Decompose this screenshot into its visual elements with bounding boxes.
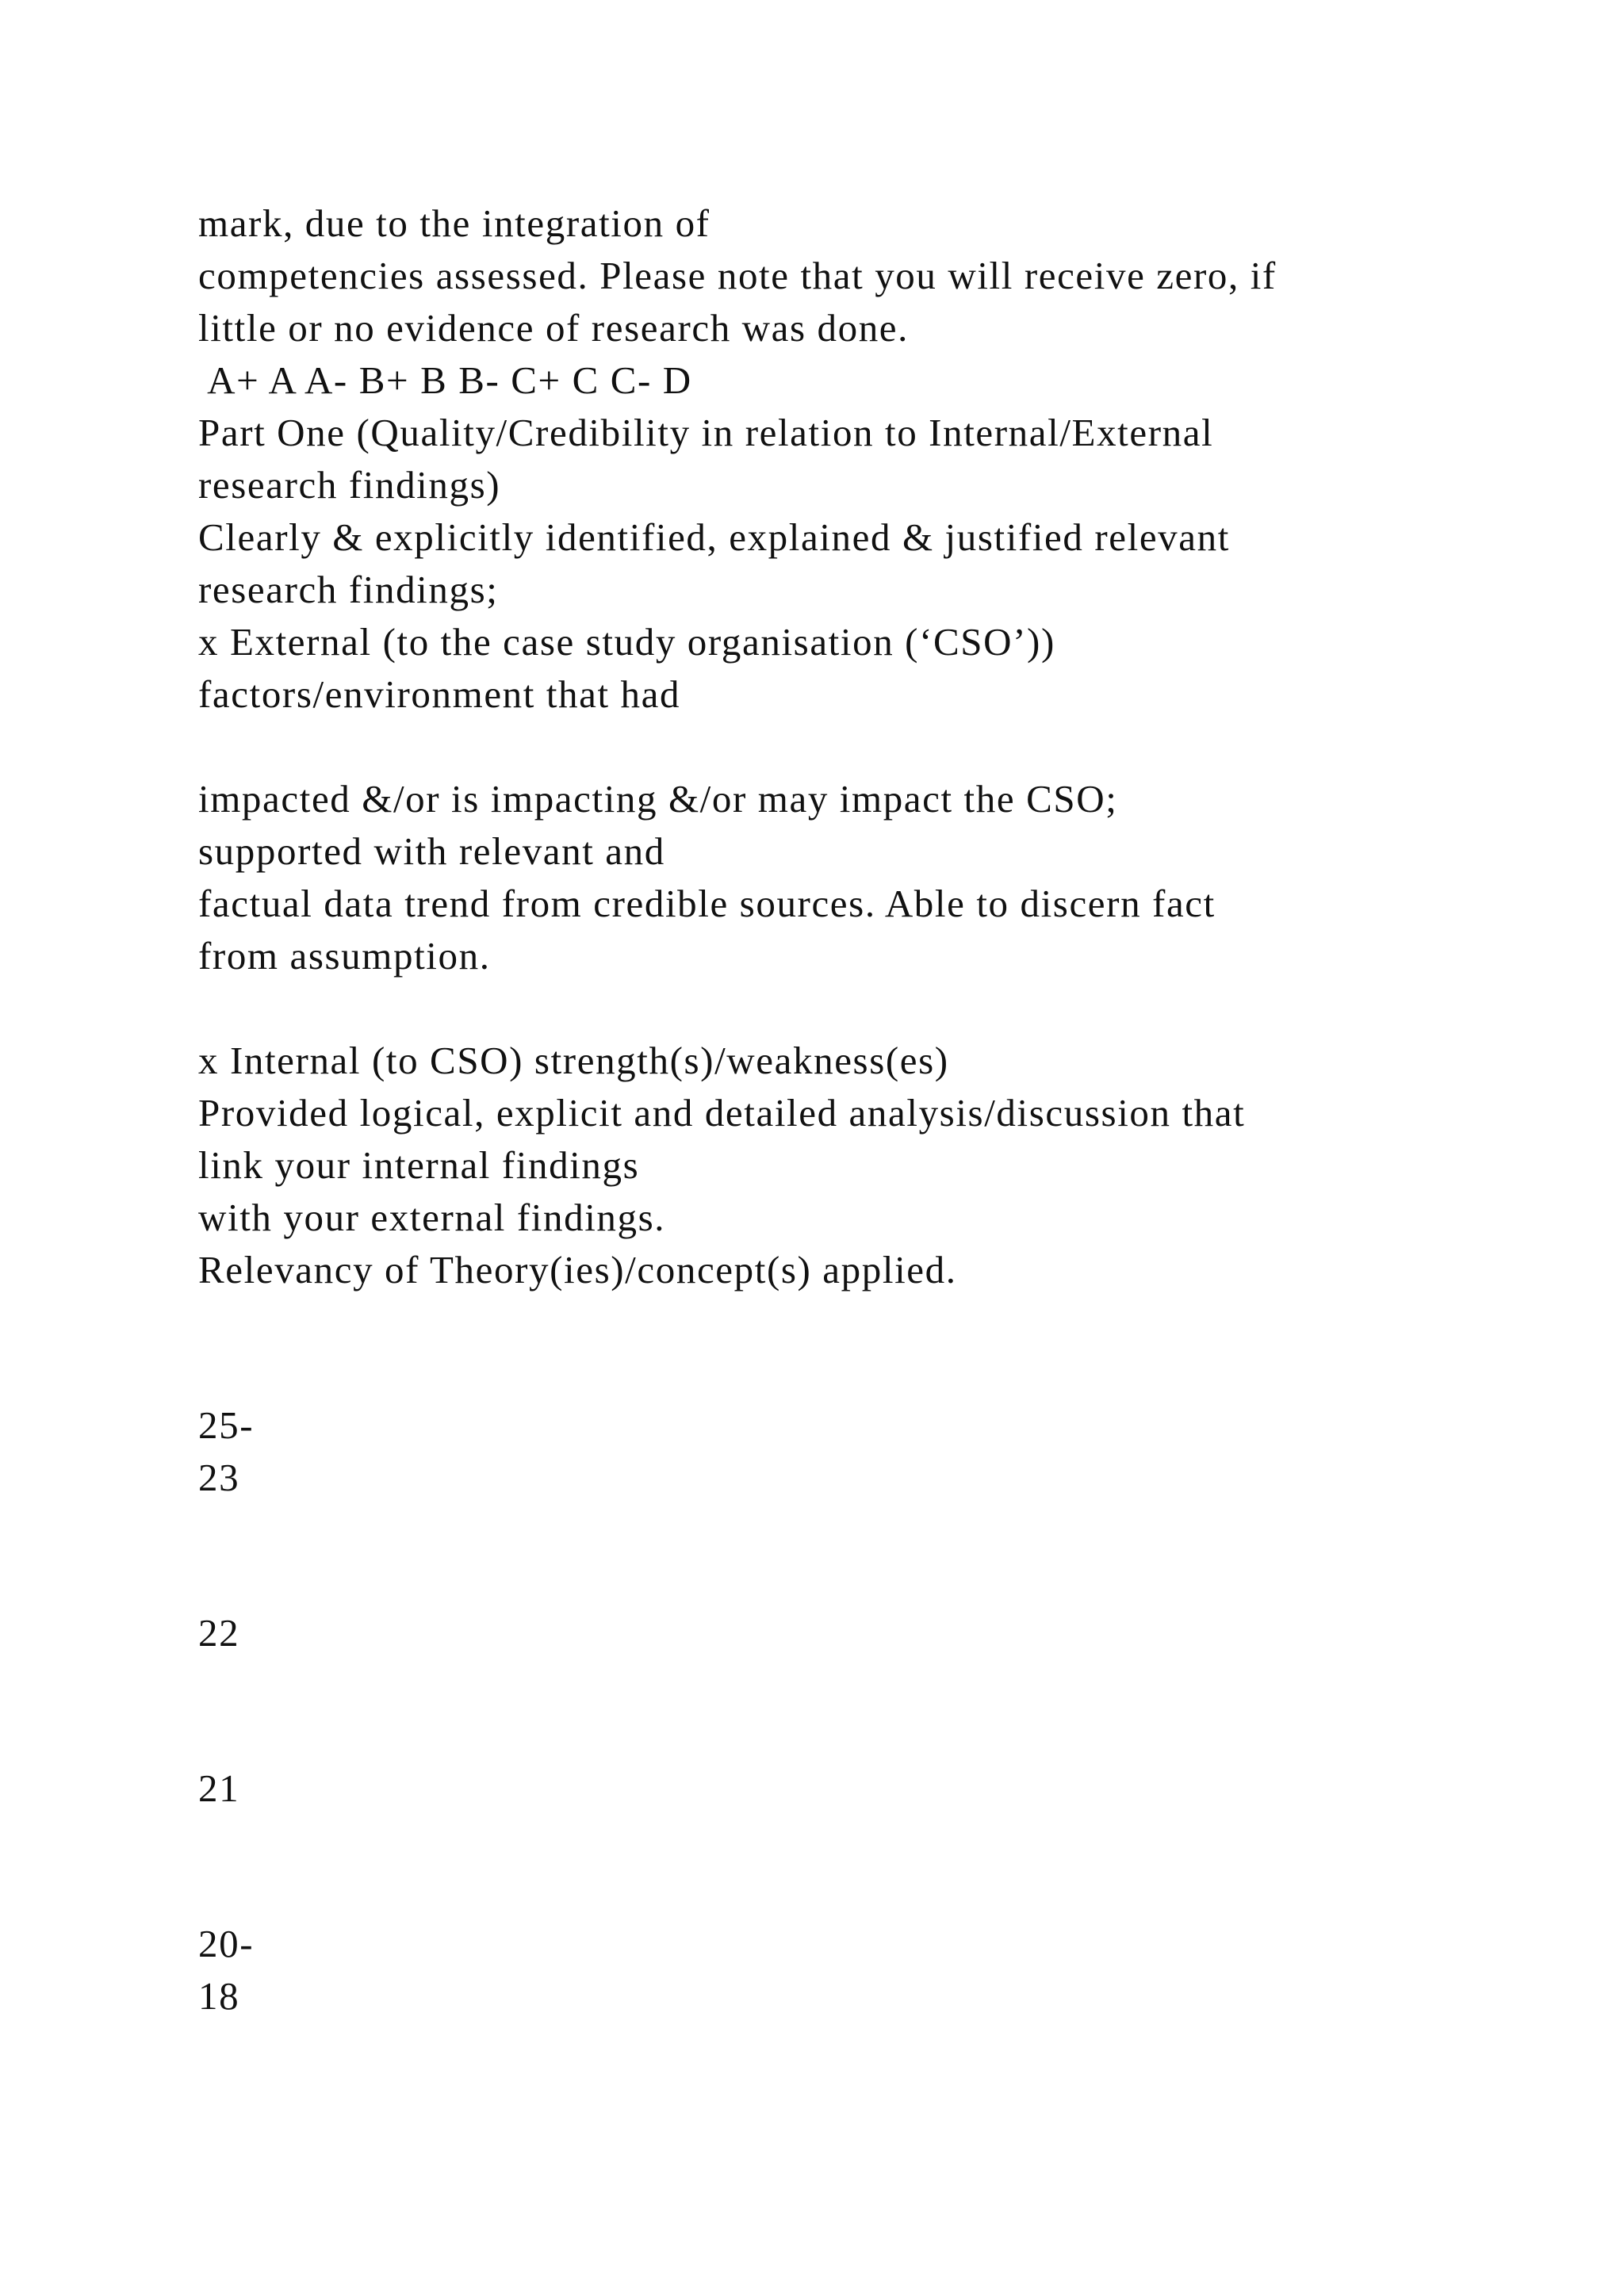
text-line: mark, due to the integration of <box>198 201 710 245</box>
text-line: Clearly & explicitly identified, explained & justified relevant <box>198 515 1230 559</box>
text-line: impacted &/or is impacting &/or may impact the CSO; <box>198 777 1118 821</box>
grade-scale: A+ A A- B+ B B- C+ C C- D <box>198 358 692 402</box>
text-line: from assumption. <box>198 934 491 978</box>
score-range: 18 <box>198 1974 240 2018</box>
score-range: 25- <box>198 1403 255 1447</box>
text-line: link your internal findings <box>198 1143 640 1187</box>
score-range: 20- <box>198 1922 255 1965</box>
score-range: 23 <box>198 1456 240 1499</box>
text-line: supported with relevant and <box>198 829 665 873</box>
text-line: little or no evidence of research was done. <box>198 306 910 350</box>
text-line: factual data trend from credible sources. Able to discern fact <box>198 882 1216 925</box>
text-line: research findings; <box>198 568 499 611</box>
text-line: competencies assessed. Please note that you will receive zero, if <box>198 254 1277 297</box>
criterion-external: x External (to the case study organisation (‘CSO’)) <box>198 620 1055 664</box>
score-value: 22 <box>198 1611 240 1655</box>
section-heading: Part One (Quality/Credibility in relation to Internal/External <box>198 411 1214 454</box>
text-line: factors/environment that had <box>198 672 681 716</box>
score-value: 21 <box>198 1766 240 1810</box>
text-line: with your external findings. <box>198 1196 666 1239</box>
text-line: research findings) <box>198 463 501 507</box>
text-line: Relevancy of Theory(ies)/concept(s) applied. <box>198 1248 957 1292</box>
text-line: Provided logical, explicit and detailed analysis/discussion that <box>198 1091 1246 1135</box>
criterion-internal: x Internal (to CSO) strength(s)/weakness(es) <box>198 1039 949 1082</box>
